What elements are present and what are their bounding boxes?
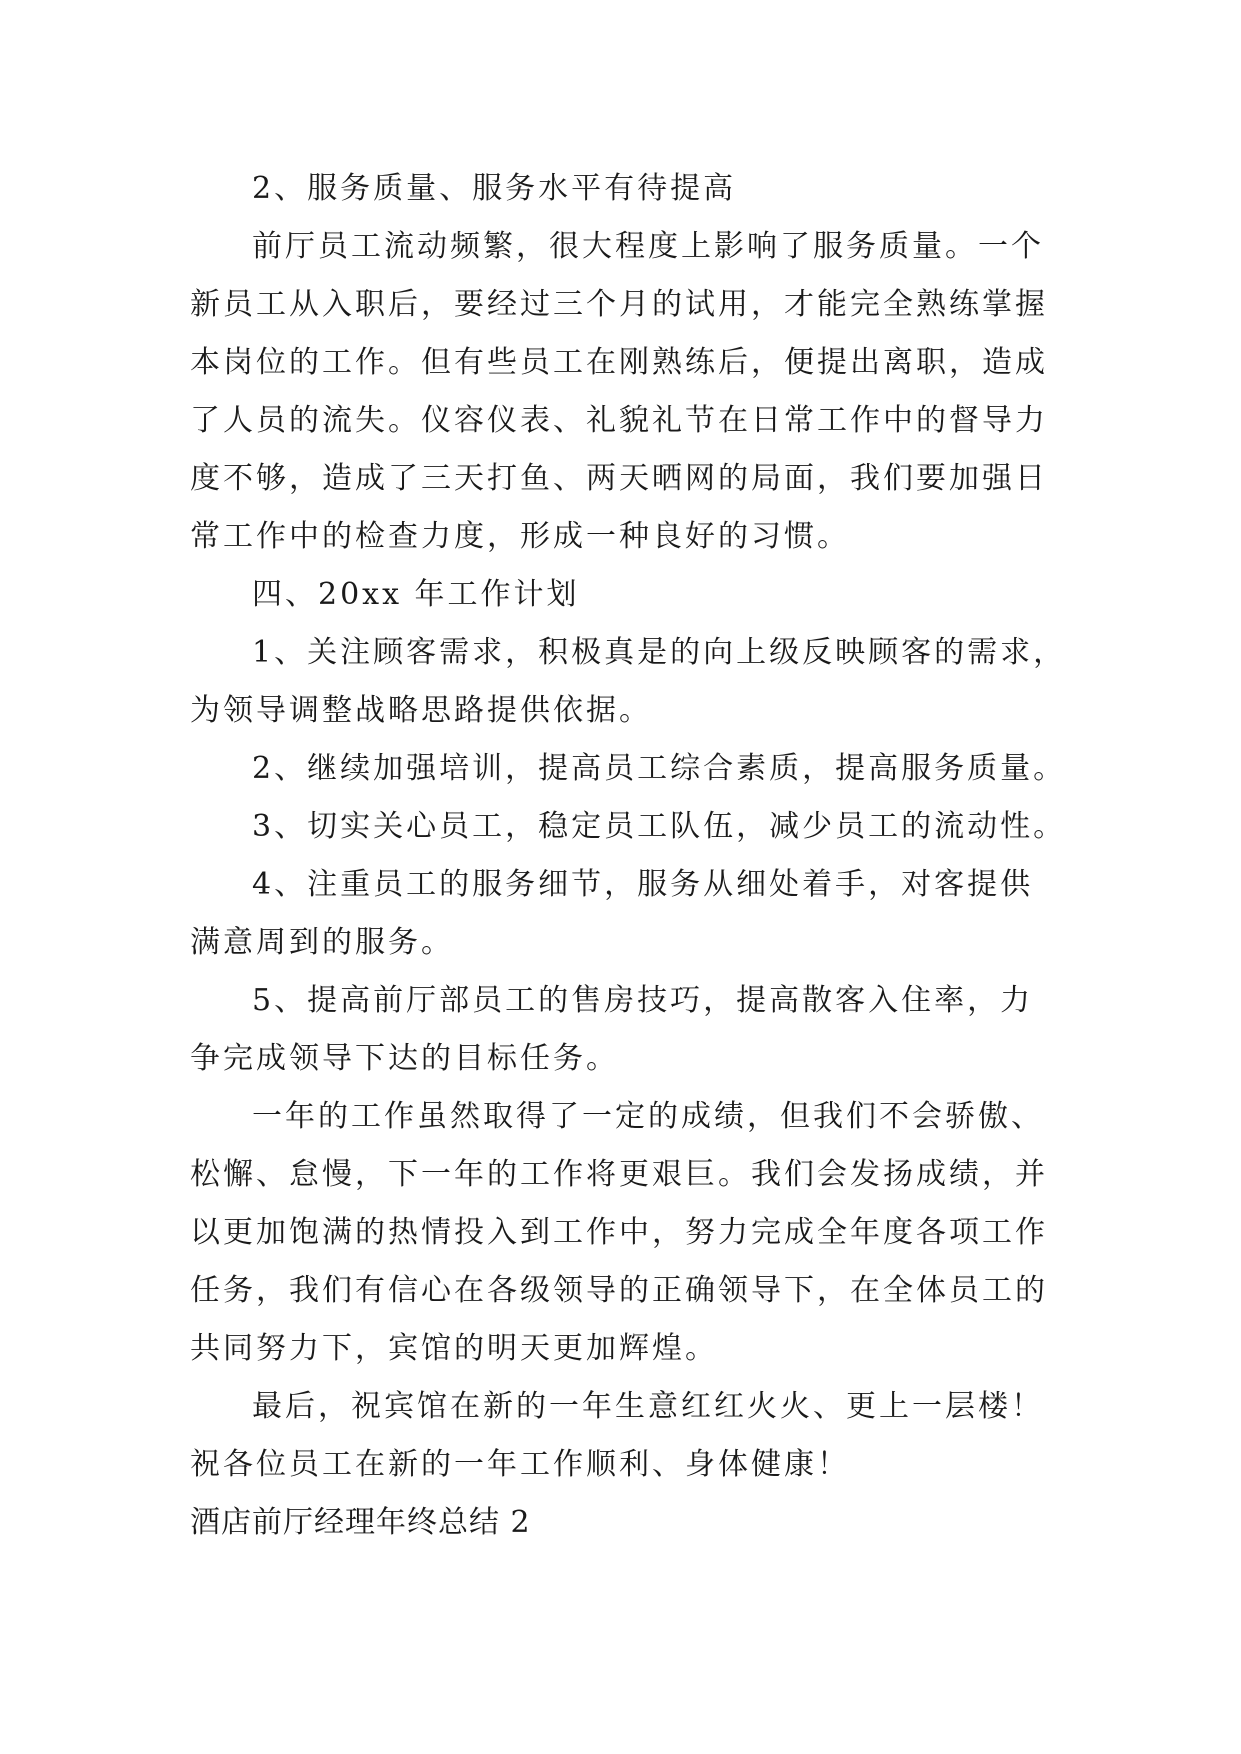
text-line: 祝各位员工在新的一年工作顺利、身体健康！ [190, 1447, 850, 1482]
text-line: 度不够，造成了三天打鱼、两天晒网的局面，我们要加强日 [190, 461, 1048, 496]
text-line: 本岗位的工作。但有些员工在刚熟练后，便提出离职，造成 [190, 345, 1048, 380]
text-line: 任务，我们有信心在各级领导的正确领导下，在全体员工的 [190, 1273, 1048, 1308]
section-heading: 四、20xx 年工作计划 [252, 577, 580, 612]
text-line: 3、切实关心员工，稳定员工队伍，减少员工的流动性。 [252, 809, 1067, 844]
text-line: 1、关注顾客需求，积极真是的向上级反映顾客的需求， [252, 635, 1067, 670]
text-line: 了人员的流失。仪容仪表、礼貌礼节在日常工作中的督导力 [190, 403, 1048, 438]
text-line: 常工作中的检查力度，形成一种良好的习惯。 [190, 519, 850, 554]
text-line: 2、服务质量、服务水平有待提高 [252, 171, 737, 206]
text-line: 以更加饱满的热情投入到工作中，努力完成全年度各项工作 [190, 1215, 1048, 1250]
text-line: 一年的工作虽然取得了一定的成绩，但我们不会骄傲、 [252, 1099, 1044, 1134]
document-title: 酒店前厅经理年终总结 2 [190, 1505, 531, 1540]
text-line: 最后，祝宾馆在新的一年生意红红火火、更上一层楼！ [252, 1389, 1044, 1424]
text-line: 前厅员工流动频繁，很大程度上影响了服务质量。一个 [252, 229, 1044, 264]
text-line: 4、注重员工的服务细节，服务从细处着手，对客提供 [252, 867, 1034, 902]
text-line: 争完成领导下达的目标任务。 [190, 1041, 619, 1076]
text-line: 为领导调整战略思路提供依据。 [190, 693, 652, 728]
text-line: 5、提高前厅部员工的售房技巧，提高散客入住率，力 [252, 983, 1034, 1018]
text-line: 松懈、怠慢，下一年的工作将更艰巨。我们会发扬成绩，并 [190, 1157, 1048, 1192]
text-line: 共同努力下，宾馆的明天更加辉煌。 [190, 1331, 718, 1366]
text-line: 2、继续加强培训，提高员工综合素质，提高服务质量。 [252, 751, 1067, 786]
text-line: 满意周到的服务。 [190, 925, 454, 960]
document-body [190, 160, 1070, 1552]
text-line: 新员工从入职后，要经过三个月的试用，才能完全熟练掌握 [190, 287, 1048, 322]
